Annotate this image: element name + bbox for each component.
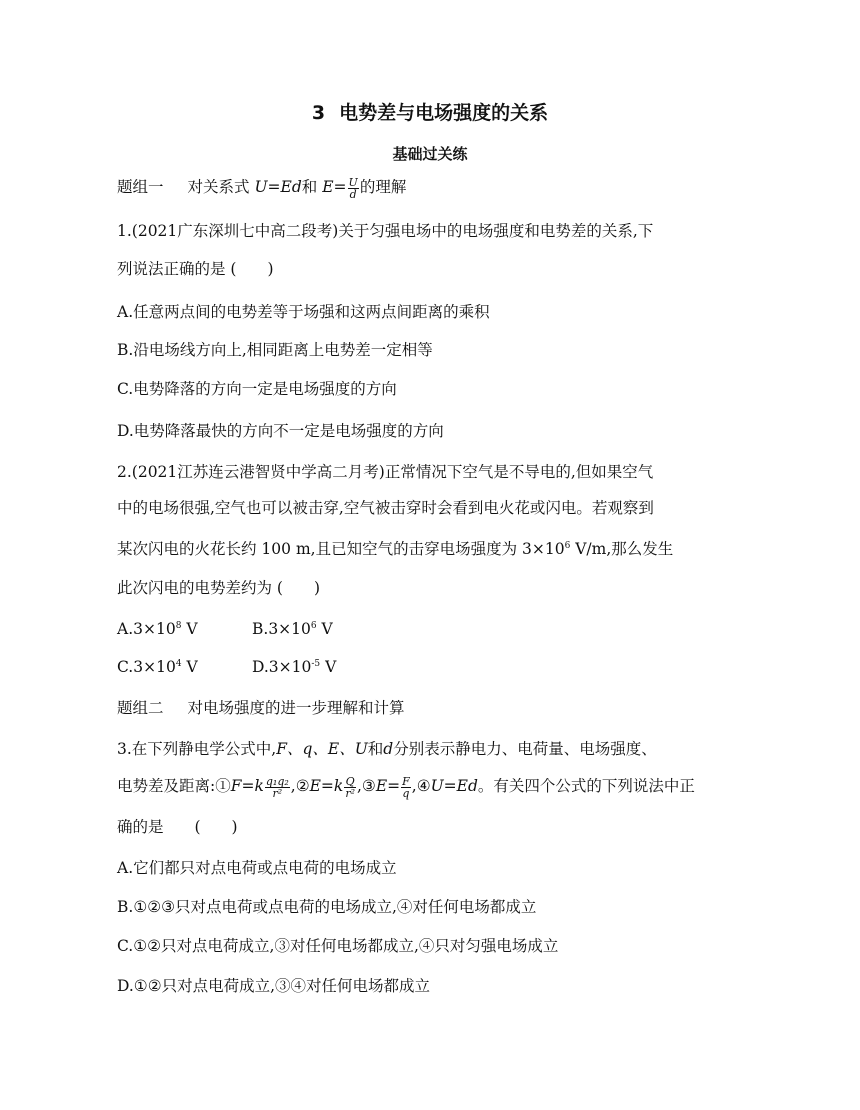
q3-line2-pre: 电势差及距离:① [117,777,231,795]
q3-sep4: ,④ [411,777,431,795]
q3-line1-vars: F、q、E、U [276,740,368,758]
q3-option-a: A.它们都只对点电荷或点电荷的电场成立 [117,859,397,877]
formula1-denominator: r² [272,786,283,800]
q3-line1 [117,738,657,760]
group1-text-pre: 对关系式 [187,178,250,196]
formula1-fraction [265,776,290,799]
q2-line3-pre: 某次闪电的火花长约 100 m,且已知空气的击穿电场强度为 3×10 [117,540,565,558]
q2-line3-exp: 6 [564,541,571,551]
group1-label: 题组一 [117,178,164,196]
group1-text-mid: 和 [301,178,318,196]
q3-line2-post: 。有关四个公式的下列说法中正 [477,777,695,795]
q1-option-a: A.任意两点间的电势差等于场强和这两点间距离的乘积 [117,303,490,321]
q2-option-a-label: A.3×10 [117,620,176,638]
q1-option-b: B.沿电场线方向上,相同距离上电势差一定相等 [117,341,433,359]
q2-option-d-label: D.3×10 [252,658,312,676]
group1-heading [117,176,406,200]
q3-line3: 确的是 ( ) [117,818,238,836]
section-subtitle: 基础过关练 [392,145,468,163]
group2-text: 对电场强度的进一步理解和计算 [187,699,405,717]
q3-sep2: ,② [290,777,310,795]
q1-line1: 1.(2021广东深圳七中高二段考)关于匀强电场中的电场强度和电势差的关系,下 [117,222,654,240]
formula2-fraction [344,776,356,799]
q2-line3 [117,538,673,560]
q2-option-d [252,656,336,678]
formula3-lhs: E= [375,777,401,795]
q2-option-a-unit: V [181,620,198,638]
q2-option-b [252,618,333,640]
formula4: U=Ed [430,777,478,795]
section-number: 3 [311,102,326,124]
formula2-numerator: Q [345,774,355,788]
formula-e-lhs: E= [322,178,347,196]
formula-u-over-d [348,177,359,200]
q3-option-c: C.①②只对点电荷成立,③对任何电场都成立,④只对匀强电场成立 [117,937,559,955]
q3-line1-pre: 3.在下列静电学公式中, [117,740,277,758]
group2-heading [117,697,405,719]
q2-line4: 此次闪电的电势差约为 ( ) [117,579,321,597]
q3-line2 [117,775,695,799]
q2-line2: 中的电场很强,空气也可以被击穿,空气被击穿时会看到电火花或闪电。若观察到 [117,499,654,517]
q2-option-a [117,620,198,638]
q2-option-c-unit: V [181,658,198,676]
q2-option-b-unit: V [316,620,333,638]
q2-line3-post: V/m,那么发生 [570,540,674,558]
formula1-numerator: q₁q₂ [265,774,289,788]
group2-label: 题组二 [117,699,164,717]
q2-option-c [117,658,198,676]
frac-numerator: U [348,175,358,189]
q3-sep3: ,③ [356,777,376,795]
q2-option-d-exp: -5 [311,659,321,669]
formula2-denominator: r² [345,786,355,800]
q3-option-d: D.①②只对点电荷成立,③④对任何电场都成立 [117,977,431,995]
formula-u-ed: U=Ed [254,178,302,196]
q1-line2: 列说法正确的是 ( ) [117,260,274,278]
q1-option-c: C.电势降落的方向一定是电场强度的方向 [117,380,397,398]
q3-line1-d: d [383,740,394,758]
formula3-numerator: F [402,774,410,788]
formula1-lhs: F=k [230,777,264,795]
q3-line1-mid: 和 [367,740,384,758]
q2-option-b-exp: 6 [310,621,317,631]
section-title [0,98,860,125]
section-title-text: 电势差与电场强度的关系 [339,102,549,124]
q2-option-c-label: C.3×10 [117,658,176,676]
q2-line1: 2.(2021江苏连云港智贤中学高二月考)正常情况下空气是不导电的,但如果空气 [117,463,654,481]
q2-option-b-label: B.3×10 [252,620,311,638]
q2-option-a-exp: 8 [175,621,182,631]
q3-option-b: B.①②③只对点电荷或点电荷的电场成立,④对任何电场都成立 [117,898,537,916]
q2-option-d-unit: V [320,658,337,676]
group1-text-post: 的理解 [359,178,407,196]
frac-denominator: d [349,187,357,201]
q2-option-c-exp: 4 [175,659,182,669]
formula3-fraction [401,776,411,799]
q1-option-d: D.电势降落最快的方向不一定是电场强度的方向 [117,422,444,440]
q3-line1-post: 分别表示静电力、电荷量、电场强度、 [393,740,657,758]
formula2-lhs: E=k [309,777,344,795]
formula3-denominator: q [402,786,410,800]
